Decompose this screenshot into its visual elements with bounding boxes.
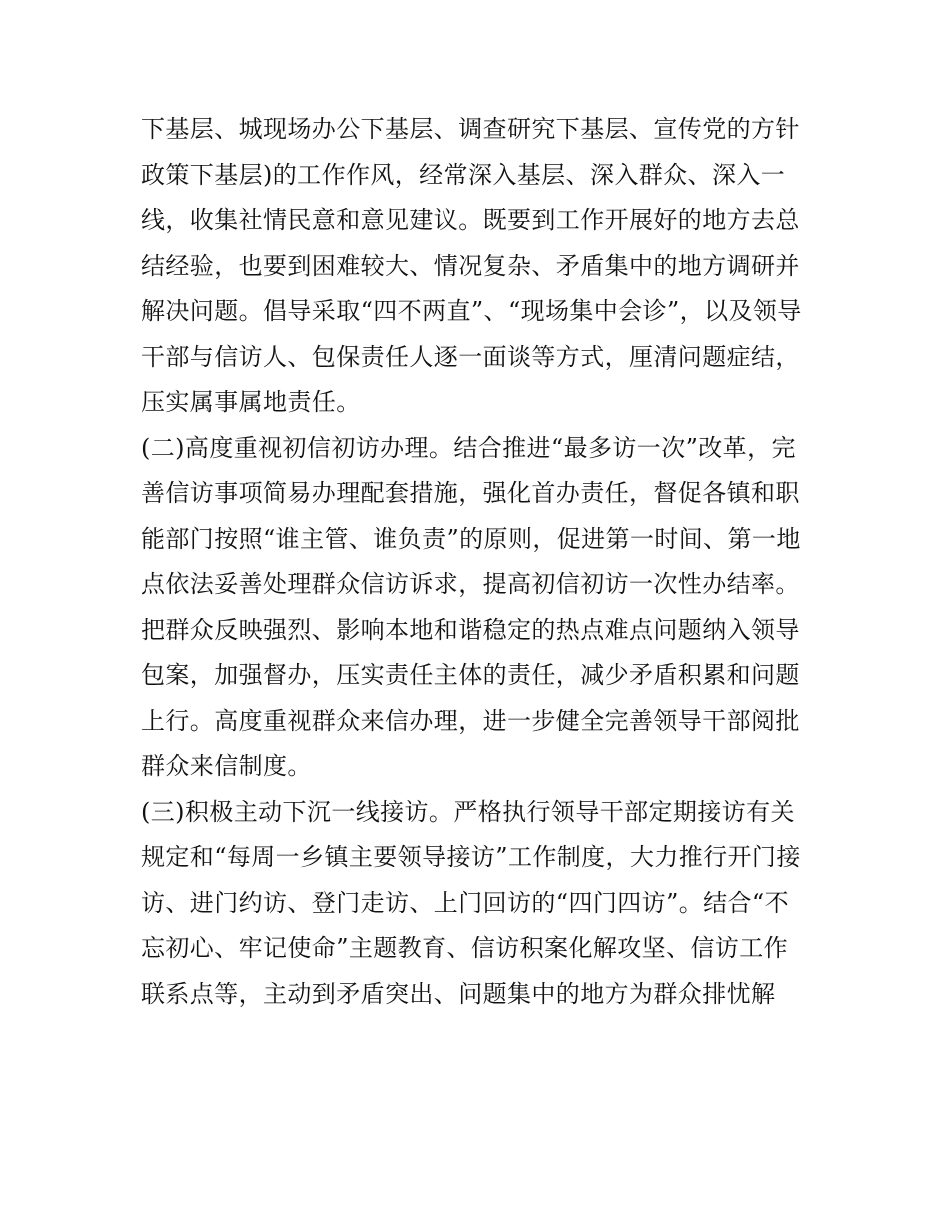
section-heading-line: (三)积极主动下沉一线接访。严格执行领导干部定期接访有关 [141, 797, 795, 826]
text-line: 点依法妥善处理群众信访诉求，提高初信初访一次性办结率。 [141, 570, 800, 598]
text-line: 下基层、城现场办公下基层、调查研究下基层、宣传党的方针 [141, 115, 800, 143]
document-body [141, 107, 821, 1017]
text-line: 善信访事项简易办理配套措施，强化首办责任，督促各镇和职 [141, 479, 800, 507]
text-line: 能部门按照“谁主管、谁负责”的原则，促进第一时间、第一地 [141, 524, 801, 553]
text-line: 联系点等，主动到矛盾突出、问题集中的地方为群众排忧解 [141, 979, 776, 1008]
text-line: 访、进门约访、登门走访、上门回访的“四门四访”。结合“不 [141, 888, 790, 917]
text-line: 忘初心、牢记使命”主题教育、信访积案化解攻坚、信访工作 [141, 934, 789, 962]
text-line: 解决问题。倡导采取“四不两直”、“现场集中会诊”，以及领导 [141, 297, 802, 325]
text-line: 干部与信访人、包保责任人逐一面谈等方式，厘清问题症结， [141, 342, 800, 371]
section-heading-line: (二)高度重视初信初访办理。结合推进“最多访一次”改革，完 [141, 433, 796, 462]
text-line: 群众来信制度。 [141, 752, 312, 780]
text-line: 上行。高度重视群众来信办理，进一步健全完善领导干部阅批 [141, 706, 800, 735]
text-line: 政策下基层)的工作作风，经常深入基层、深入群众、深入一 [141, 160, 786, 189]
text-line: 把群众反映强烈、影响本地和谐稳定的热点难点问题纳入领导 [141, 615, 800, 644]
text-line: 线，收集社情民意和意见建议。既要到工作开展好的地方去总 [141, 206, 800, 234]
text-line: 结经验，也要到困难较大、情况复杂、矛盾集中的地方调研并 [141, 251, 800, 280]
text-line: 压实属事属地责任。 [141, 388, 361, 416]
text-line: 规定和“每周一乡镇主要领导接访”工作制度，大力推行开门接 [141, 843, 801, 871]
text-line: 包案，加强督办，压实责任主体的责任，减少矛盾积累和问题 [141, 661, 800, 689]
